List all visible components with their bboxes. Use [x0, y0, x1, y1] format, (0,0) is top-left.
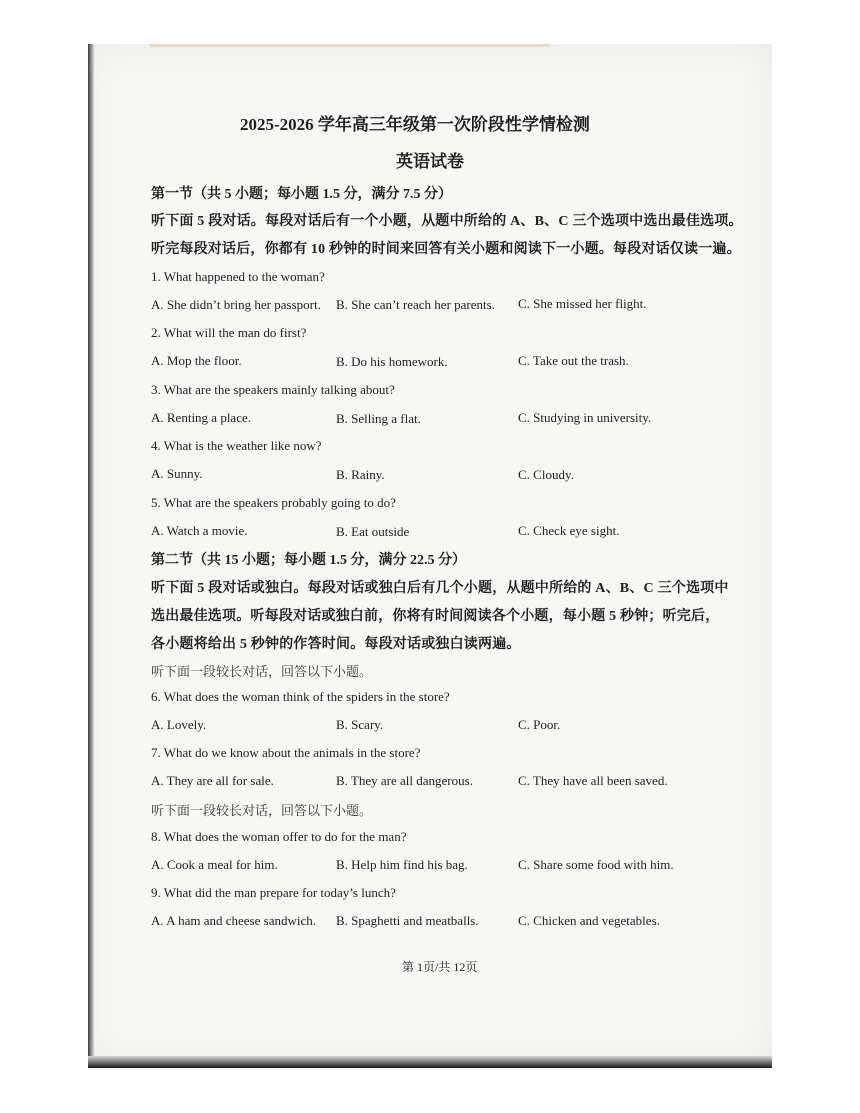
option-9a: A. A ham and cheese sandwich.	[151, 913, 316, 928]
option-8a: A. Cook a meal for him.	[151, 857, 278, 872]
dialogue-note: 听下面一段较长对话，回答以下小题。	[151, 664, 373, 679]
exam-subtitle: 英语试卷	[396, 152, 464, 171]
option-4c: C. Cloudy.	[518, 467, 574, 482]
paper-top-edge	[150, 44, 550, 47]
section2-instruction: 听下面 5 段对话或独白。每段对话或独白后有几个小题，从题中所给的 A、B、C 三个选项中	[151, 581, 729, 596]
option-7c: C. They have all been saved.	[518, 773, 668, 788]
option-8b: B. Help him find his bag.	[336, 857, 468, 872]
option-9b: B. Spaghetti and meatballs.	[336, 913, 479, 928]
option-3c: C. Studying in university.	[518, 410, 652, 425]
question-6: 6. What does the woman think of the spiders in the store?	[151, 689, 450, 704]
section2-instruction: 选出最佳选项。听每段对话或独白前，你将有时间阅读各个小题，每小题 5 秒钟；听完后，	[151, 609, 720, 624]
dialogue-note: 听下面一段较长对话，回答以下小题。	[151, 803, 373, 818]
option-5c: C. Check eye sight.	[518, 523, 620, 538]
option-7a: A. They are all for sale.	[151, 773, 274, 788]
option-7b: B. They are all dangerous.	[336, 773, 473, 788]
option-5b: B. Eat outside	[336, 524, 410, 539]
exam-title: 2025-2026 学年高三年级第一次阶段性学情检测	[240, 115, 590, 134]
question-2: 2. What will the man do first?	[151, 325, 307, 340]
section2-heading: 第二节（共 15 小题；每小题 1.5 分，满分 22.5 分）	[151, 553, 466, 568]
option-1b: B. She can’t reach her parents.	[336, 297, 495, 312]
page-number: 第 1页/共 12页	[402, 960, 478, 974]
option-3b: B. Selling a flat.	[336, 411, 421, 426]
question-8: 8. What does the woman offer to do for the man?	[151, 829, 407, 844]
option-6a: A. Lovely.	[151, 717, 207, 732]
question-1: 1. What happened to the woman?	[151, 269, 325, 284]
question-9: 9. What did the man prepare for today’s lunch?	[151, 885, 396, 900]
paper-bottom-shadow	[88, 1056, 772, 1068]
option-4b: B. Rainy.	[336, 467, 385, 482]
option-4a: A. Sunny.	[151, 466, 203, 481]
option-1a: A. She didn’t bring her passport.	[151, 297, 321, 312]
option-2c: C. Take out the trash.	[518, 353, 629, 368]
section1-instruction: 听下面 5 段对话。每段对话后有一个小题，从题中所给的 A、B、C 三个选项中选出最佳选项。	[151, 214, 743, 229]
section1-heading: 第一节（共 5 小题；每小题 1.5 分，满分 7.5 分）	[151, 187, 452, 202]
option-6b: B. Scary.	[336, 717, 384, 732]
option-1c: C. She missed her flight.	[518, 296, 647, 311]
section2-instruction: 各小题将给出 5 秒钟的作答时间。每段对话或独白读两遍。	[151, 637, 521, 652]
option-5a: A. Watch a movie.	[151, 523, 248, 538]
option-2b: B. Do his homework.	[336, 354, 448, 369]
section1-instruction: 听完每段对话后，你都有 10 秒钟的时间来回答有关小题和阅读下一小题。每段对话仅读一遍。	[151, 242, 741, 257]
question-5: 5. What are the speakers probably going to do?	[151, 495, 396, 510]
paper-edge-shadow	[88, 44, 94, 1066]
question-4: 4. What is the weather like now?	[151, 438, 322, 453]
option-8c: C. Share some food with him.	[518, 857, 674, 872]
option-6c: C. Poor.	[518, 717, 561, 732]
question-7: 7. What do we know about the animals in the store?	[151, 745, 421, 760]
option-9c: C. Chicken and vegetables.	[518, 913, 660, 928]
option-2a: A. Mop the floor.	[151, 353, 242, 368]
option-3a: A. Renting a place.	[151, 410, 251, 425]
question-3: 3. What are the speakers mainly talking about?	[151, 382, 395, 397]
